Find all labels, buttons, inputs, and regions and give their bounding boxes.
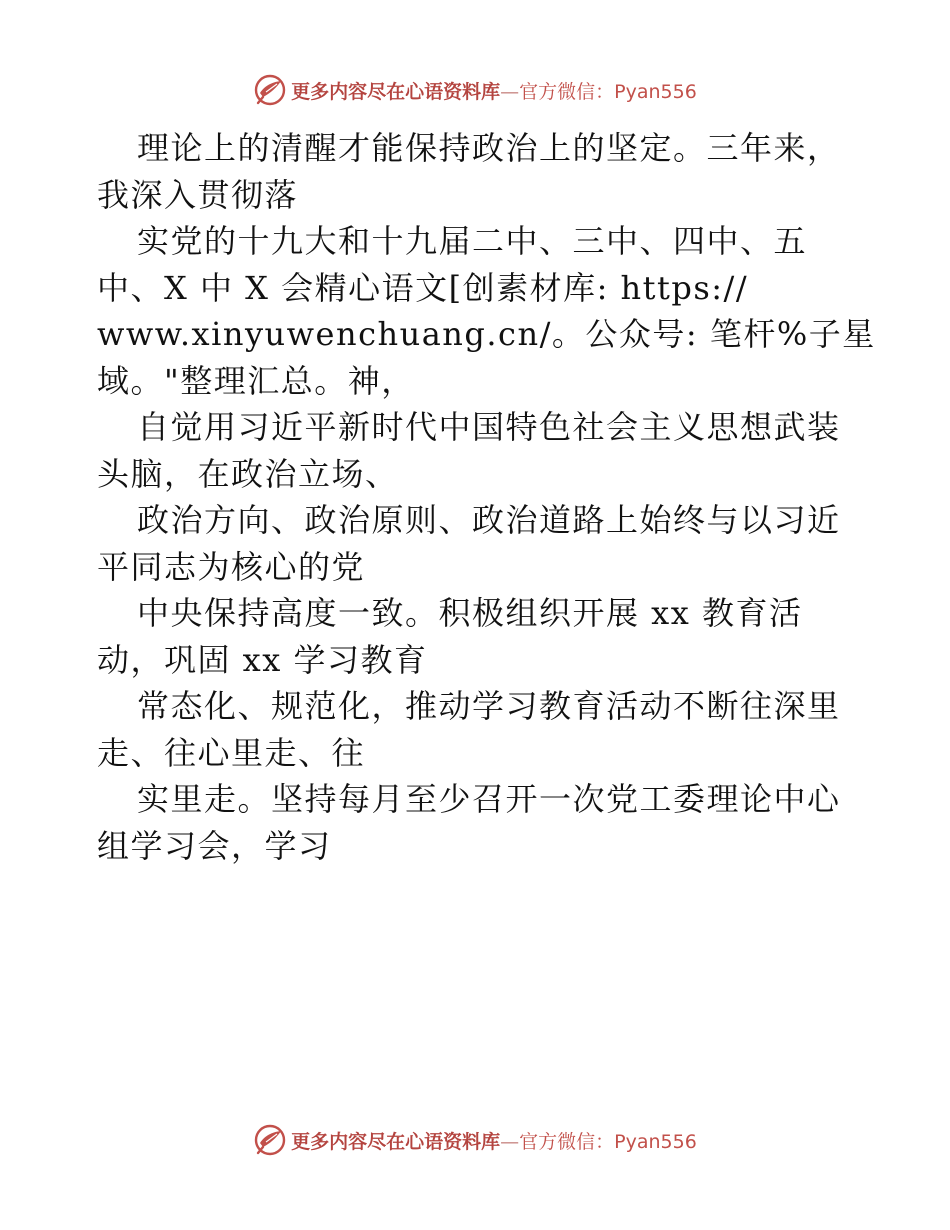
header-separator: — [500,80,520,103]
header-watermark [0,70,950,110]
header-banner-text [291,77,697,104]
footer-banner-text [291,1127,697,1154]
footer-contact: 官方微信：Pyan556 [519,1130,697,1153]
body-line: 实里走。坚持每月至少召开一次党工委理论中心 [137,780,841,818]
pen-logo-icon [253,1123,287,1157]
body-line: 理论上的清醒才能保持政治上的坚定。三年来， [137,129,841,167]
body-line: 常态化、规范化，推动学习教育活动不断往深里 [137,687,841,725]
body-line: 中央保持高度一致。积极组织开展 xx 教育活 [137,594,803,632]
body-line: 实党的十九大和十九届二中、三中、四中、五 [137,222,808,260]
body-line: 自觉用习近平新时代中国特色社会主义思想武装 [137,408,841,446]
document-body [97,125,876,869]
body-line: 域。"整理汇总。神， [97,361,415,400]
header-brand: 更多内容尽在心语资料库 [291,80,501,103]
body-line: 平同志为核心的党 [97,547,366,586]
body-line: 政治方向、政治原则、政治道路上始终与以习近 [137,501,841,539]
body-line: 动，巩固 xx 学习教育 [97,640,428,679]
body-line: 中、X 中 X 会精心语文[创素材库: https:// [97,268,749,307]
header-contact: 官方微信：Pyan556 [519,80,697,103]
body-line: 走、往心里走、往 [97,733,366,772]
body-line: 头脑，在政治立场、 [97,454,399,493]
body-line: 组学习会，学习 [97,826,332,865]
footer-brand: 更多内容尽在心语资料库 [291,1130,501,1153]
footer-separator: — [500,1130,520,1153]
body-line: www.xinyuwenchuang.cn/。公众号: 笔杆%子星 [97,315,876,353]
footer-watermark [0,1120,950,1160]
pen-logo-icon [253,73,287,107]
body-line: 我深入贯彻落 [97,175,299,214]
